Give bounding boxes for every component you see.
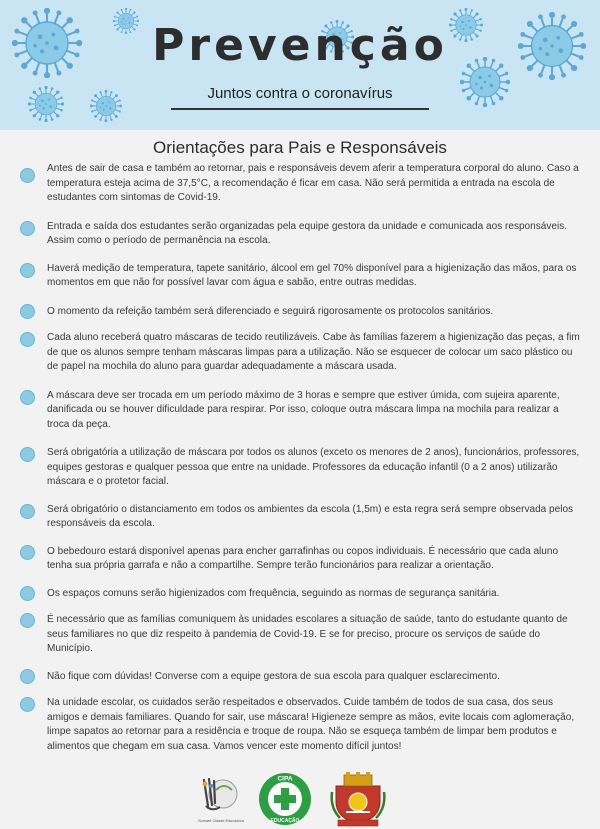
item-text: Entrada e saída dos estudantes serão organizadas pela equipe gestora da unidade e comunicada aos responsáveis. Assim como o período de permanência na escola. [47, 220, 568, 246]
list-item [20, 696, 580, 754]
bullet-dot [20, 332, 35, 347]
item-text: O bebedouro estará disponível apenas para encher garrafinhas ou copos individuais. É necessário que cada aluno tenha sua própria garrafa e não a compartilhe. Sempre terão funcionários para realizar a orientação. [47, 545, 559, 571]
item-text: Será obrigatória a utilização de máscara por todos os alunos (exceto os menores de 2 anos), funcionários, professores, equipes gestoras e qualquer pessoa que entre na unidade. Professores da educação infantil (0 a 2 anos) utilizarão máscara e o protetor facial. [47, 447, 580, 487]
cipa-logo-bottom: EDUCAÇÃO [270, 818, 300, 824]
list-item [20, 331, 580, 375]
list-item [20, 446, 580, 490]
list-item [20, 670, 580, 685]
list-item [20, 587, 580, 602]
bullet-dot [20, 221, 35, 236]
bullet-dot [20, 504, 35, 519]
bullet-dot [20, 168, 35, 183]
list-item [20, 262, 580, 291]
sumare-logo-text: Sumaré Cidade Educadora [198, 819, 244, 823]
item-text: Não fique com dúvidas! Converse com a equipe gestora de sua escola para qualquer esclarecimento. [47, 670, 500, 682]
item-text: A máscara deve ser trocada em um período máximo de 3 horas e sempre que estiver úmida, com sujeira aparente, danificada ou se houver dificuldade para respirar. Por isso, coloque outra máscara limpa na mochila para realizar a troca da peça. [47, 389, 560, 430]
item-text: Os espaços comuns serão higienizados com frequência, seguindo as normas de segurança sanitária. [47, 587, 500, 599]
item-text: Na unidade escolar, os cuidados serão respeitados e observados. Cuide também de todos de sua casa, dos seus amigos e demais familiares. Quando for sair, use máscara! Higieneze sempre as mãos, evite locais com aglomeração, limpe sapatos ao retornar para a residência e troque de roupa. Não se esqueça também de limpar bem produtos e alimentos que chegam em sua casa. Vamos vencer este momento difícil juntos! [47, 697, 575, 752]
page-subtitle: Juntos contra o coronavírus [207, 85, 393, 102]
bullet-dot [20, 697, 35, 712]
list-item [20, 545, 580, 574]
item-text: O momento da refeição também será diferenciado e seguirá rigorosamente os protocolos sanitários. [47, 305, 494, 317]
list-item [20, 613, 580, 657]
bullet-dot [20, 263, 35, 278]
bullet-dot [20, 613, 35, 628]
item-text: Será obrigatório o distanciamento em todos os ambientes da escola (1,5m) e esta regra será sempre observada pelos responsáveis da escola. [47, 503, 574, 529]
guidelines-list [20, 162, 580, 754]
item-text: É necessário que as famílias comuniquem às unidades escolares a situação de saúde, tanto do estudante quanto de seus familiares no que diz respeito à pandemia de Covid-19. E se for preciso, procure os serviços de saúde do Município. [47, 614, 568, 654]
list-item [20, 389, 580, 433]
item-text: Haverá medição de temperatura, tapete sanitário, álcool em gel 70% disponível para a higienização das mãos, para os momentos em que não for possível lavar com água e sabão, entre outras medidas. [47, 262, 577, 288]
footer-logos [0, 772, 600, 829]
cipa-logo-top: CIPA [277, 775, 293, 783]
item-text: Cada aluno receberá quatro máscaras de tecido reutilizáveis. Cabe às famílias fazerem a higienização das peças, a fim de que os alunos sempre tenham máscaras limpas para a utilização. Não se esquecer de colocar um saco plástico ou de papel na mochila do aluno para guardar adequadamente a máscara usada. [47, 332, 580, 372]
list-item [20, 162, 580, 206]
bullet-dot [20, 586, 35, 601]
sumare-logo [198, 776, 244, 826]
list-item [20, 503, 580, 532]
cipa-logo [258, 772, 312, 826]
list-item [20, 305, 580, 320]
bullet-dot [20, 304, 35, 319]
section-title: Orientações para Pais e Responsáveis [153, 138, 447, 157]
municipal-crest-logo [330, 772, 386, 828]
bullet-dot [20, 669, 35, 684]
page-title: Prevenção [152, 20, 448, 71]
subtitle-underline [171, 108, 429, 110]
bullet-dot [20, 545, 35, 560]
bullet-dot [20, 447, 35, 462]
item-text: Antes de sair de casa e também ao retornar, pais e responsáveis devem aferir a temperatura corporal do aluno. Caso a temperatura esteja acima de 37,5°C, a recomendação é ficar em casa. Não será permitida a entrada na escola de estudantes com sintomas de Covid-19. [47, 163, 579, 203]
header-banner [0, 0, 600, 130]
bullet-dot [20, 390, 35, 405]
list-item [20, 220, 580, 249]
